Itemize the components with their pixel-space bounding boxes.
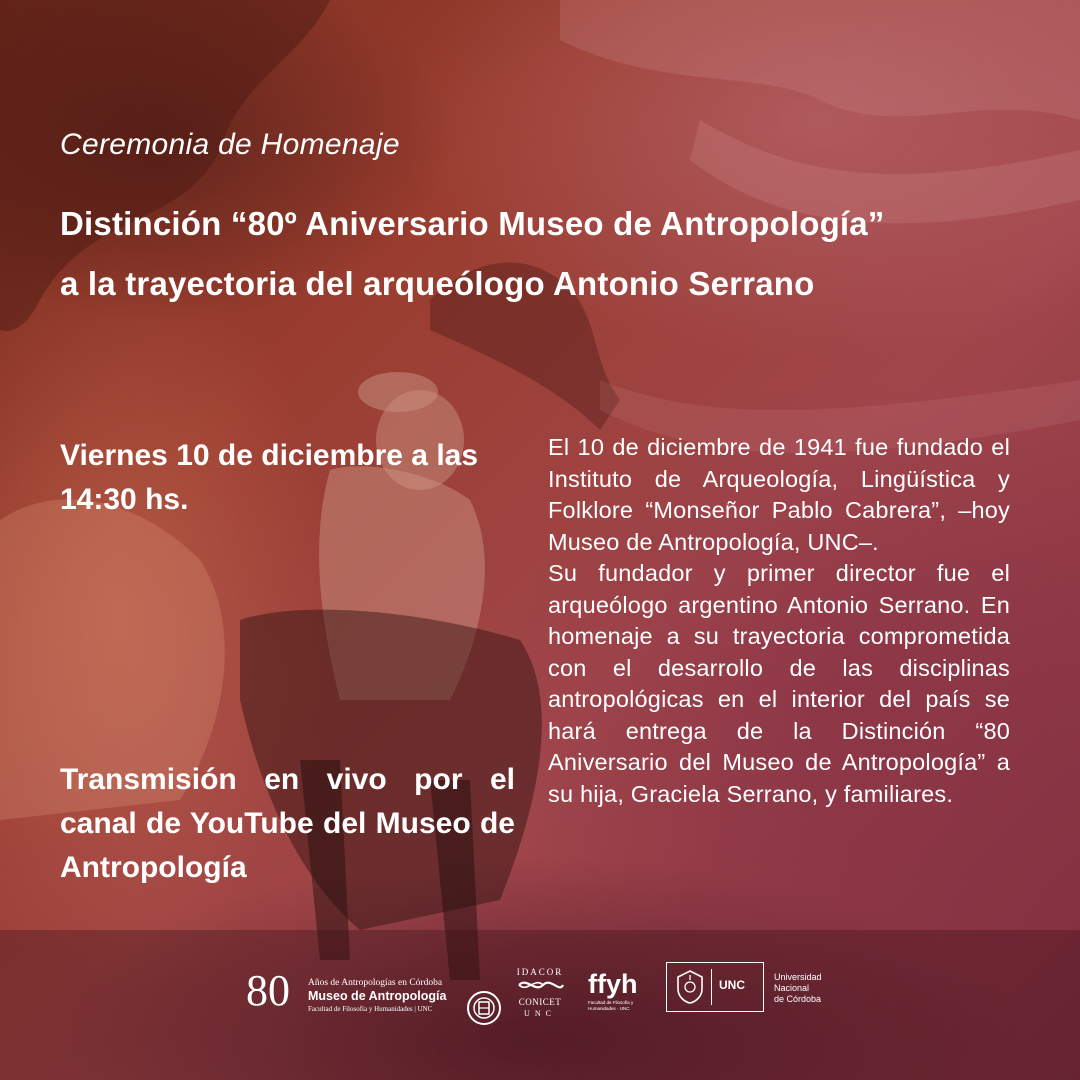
event-subtitle: Ceremonia de Homenaje bbox=[60, 128, 400, 161]
event-title bbox=[60, 194, 1050, 314]
unc-name-line-3: de Córdoba bbox=[774, 994, 822, 1004]
unc-name-line-2: Nacional bbox=[774, 983, 810, 993]
idacor-unc-label: UNC bbox=[524, 1009, 556, 1018]
unc-abbreviation: UNC bbox=[719, 978, 745, 992]
unc-full-name bbox=[774, 972, 844, 1036]
ffyh-subtitle: Facultad de Filosofía y Humanidades · UNC bbox=[588, 1000, 634, 1011]
idacor-label: IDACOR bbox=[516, 967, 564, 977]
conicet-label: CONICET bbox=[518, 997, 562, 1007]
ffyh-logo bbox=[588, 968, 654, 1032]
description-paragraph-2: Su fundador y primer director fue el arqueólogo argentino Antonio Serrano. En homenaje a su trayectoria comprometida con el desarrollo de las disciplinas antropológicas en el interior del país se hará entrega de la Distinción “80 Aniversario del Museo de Antropología” a su hija, Graciela Serrano, y familiares. bbox=[548, 560, 1010, 807]
logo-strip bbox=[240, 962, 840, 1026]
stream-info: Transmisión en vivo por el canal de YouTube del Museo de Antropología bbox=[60, 763, 515, 884]
idacor-conicet-logo bbox=[510, 966, 570, 1030]
museo-seal-icon bbox=[466, 976, 502, 1040]
unc-crest-icon bbox=[675, 969, 705, 1005]
event-description bbox=[548, 432, 1010, 810]
museo-antropologia-logo bbox=[308, 978, 464, 1042]
museo-80-logo-number: 80 bbox=[246, 966, 290, 1015]
museo-name: Museo de Antropología bbox=[308, 989, 447, 1003]
event-time: 14:30 hs. bbox=[60, 483, 189, 516]
unc-logo-divider bbox=[711, 969, 712, 1005]
unc-logo bbox=[666, 962, 764, 1012]
event-date bbox=[60, 434, 515, 522]
ffyh-wordmark: ffyh bbox=[588, 969, 638, 999]
unc-name-line-1: Universidad bbox=[774, 972, 822, 982]
idacor-symbol-icon bbox=[515, 978, 565, 992]
event-date-line-1: Viernes 10 de diciembre a las bbox=[60, 439, 479, 472]
event-title-line-2: a la trayectoria del arqueólogo Antonio Serrano bbox=[60, 265, 815, 302]
description-paragraph-1: El 10 de diciembre de 1941 fue fundado el Instituto de Arqueología, Lingüística y Folklore “Monseñor Pablo Cabrera”, –hoy Museo de Antropología, UNC–. bbox=[548, 434, 1010, 555]
museo-faculty: Facultad de Filosofía y Humanidades | UNC bbox=[308, 1005, 433, 1013]
event-title-line-1: Distinción “80º Aniversario Museo de Antropología” bbox=[60, 205, 885, 242]
museo-tagline: Años de Antropologías en Córdoba bbox=[308, 978, 443, 988]
